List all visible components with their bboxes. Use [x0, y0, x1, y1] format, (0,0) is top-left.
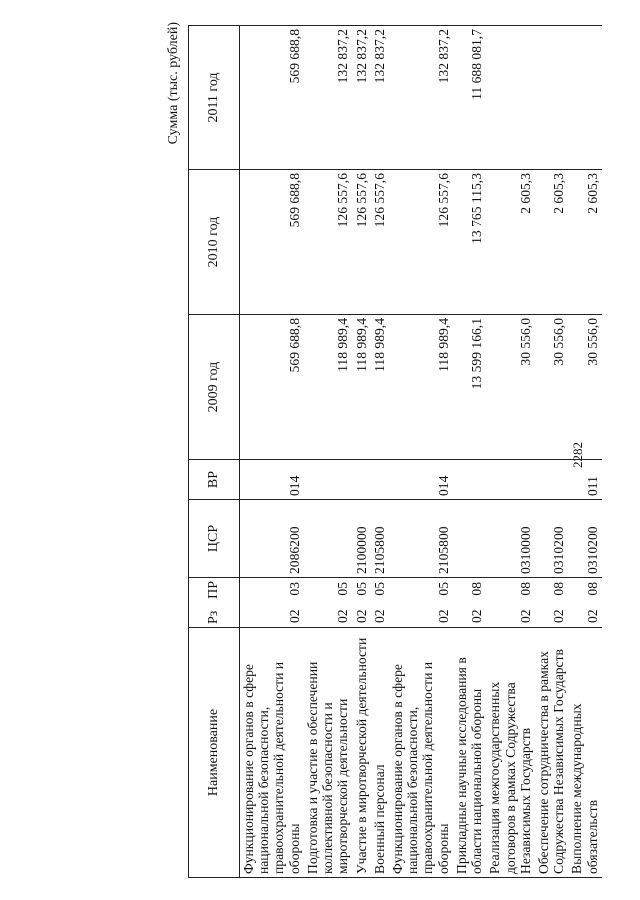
page-number: 2282 — [570, 442, 585, 468]
row-rz: 02 — [371, 609, 387, 623]
row-rz-pr — [353, 578, 371, 628]
row-2011: 132 837,2 — [371, 26, 389, 170]
row-vr — [304, 460, 353, 500]
row-csr — [304, 500, 353, 578]
row-2011: 132 837,2 — [353, 26, 371, 170]
table-header-row — [189, 26, 240, 878]
row-rz: 02 — [335, 609, 351, 623]
header-rz: Рз — [206, 610, 222, 624]
row-2010: 126 557,6 — [304, 170, 353, 315]
row-rz-pr — [568, 578, 601, 628]
row-rz-pr — [535, 578, 568, 628]
row-2011: 132 837,2 — [389, 26, 453, 170]
row-rz: 02 — [584, 609, 600, 623]
row-2010: 2 605,3 — [486, 170, 535, 315]
row-pr: 08 — [469, 582, 485, 596]
row-rz-pr — [453, 578, 486, 628]
row-name: Обеспечение сотрудничества в рамках Содружества Независимых Государств — [535, 628, 568, 878]
row-vr: 014 — [389, 460, 453, 500]
row-vr — [535, 460, 568, 500]
row-pr: 08 — [584, 582, 600, 596]
row-pr: 05 — [353, 582, 369, 596]
row-rz-pr — [304, 578, 353, 628]
table-row — [371, 26, 389, 878]
header-2011: 2011 год — [189, 26, 240, 170]
row-pr: 08 — [517, 582, 533, 596]
row-pr: 08 — [551, 582, 567, 596]
row-vr: 014 — [240, 460, 304, 500]
row-2011 — [535, 26, 568, 170]
row-2011: 11 688 081,7 — [453, 26, 486, 170]
row-2011: 132 837,2 — [304, 26, 353, 170]
row-vr — [371, 460, 389, 500]
row-2009: 118 989,4 — [304, 315, 353, 460]
row-2009: 30 556,0 — [486, 315, 535, 460]
row-2010: 569 688,8 — [240, 170, 304, 315]
row-2011 — [486, 26, 535, 170]
row-csr: 0310200 — [535, 500, 568, 578]
row-2009: 30 556,0 — [568, 315, 601, 460]
table-row — [568, 26, 601, 878]
row-2010: 2 605,3 — [568, 170, 601, 315]
table-row — [353, 26, 371, 878]
row-csr — [453, 500, 486, 578]
row-2009: 118 989,4 — [353, 315, 371, 460]
row-vr: 011 — [568, 460, 601, 500]
row-rz-pr — [240, 578, 304, 628]
row-rz: 02 — [517, 609, 533, 623]
header-rz-pr — [189, 578, 240, 628]
row-2010: 126 557,6 — [371, 170, 389, 315]
row-csr: 2086200 — [240, 500, 304, 578]
row-rz: 02 — [435, 609, 451, 623]
row-2009: 118 989,4 — [371, 315, 389, 460]
row-csr: 0310000 — [486, 500, 535, 578]
row-2010: 126 557,6 — [389, 170, 453, 315]
row-name: Реализация межгосударственных договоров в рамках Содружества Независимых Государств — [486, 628, 535, 878]
row-vr — [486, 460, 535, 500]
row-name: Участие в миротворческой деятельности — [353, 628, 371, 878]
row-name: Военный персонал — [371, 628, 389, 878]
row-csr: 2105800 — [389, 500, 453, 578]
row-rz: 02 — [353, 609, 369, 623]
row-rz-pr — [371, 578, 389, 628]
row-name: Функционирование органов в сфере национальной безопасности, правоохранительной деятельности и обороны — [389, 628, 453, 878]
row-pr: 05 — [435, 582, 451, 596]
row-name: Функционирование органов в сфере национальной безопасности, правоохранительной деятельности и обороны — [240, 628, 304, 878]
row-rz-pr — [486, 578, 535, 628]
row-2009: 118 989,4 — [389, 315, 453, 460]
row-rz-pr — [389, 578, 453, 628]
units-label: Сумма (тыс. рублей) — [166, 22, 181, 145]
header-vr: ВР — [189, 460, 240, 500]
row-pr: 03 — [286, 582, 302, 596]
row-vr — [453, 460, 486, 500]
row-2011: 569 688,8 — [240, 26, 304, 170]
header-name: Наименование — [189, 628, 240, 878]
budget-table — [188, 25, 602, 878]
row-csr: 2105800 — [371, 500, 389, 578]
row-2010: 13 765 115,3 — [453, 170, 486, 315]
row-2009: 13 599 166,1 — [453, 315, 486, 460]
row-2011 — [568, 26, 601, 170]
table-row — [486, 26, 535, 878]
row-2010: 2 605,3 — [535, 170, 568, 315]
row-2009: 30 556,0 — [535, 315, 568, 460]
row-pr: 05 — [371, 582, 387, 596]
row-rz: 02 — [286, 609, 302, 623]
row-name: Прикладные научные исследования в области национальной обороны — [453, 628, 486, 878]
table-row — [304, 26, 353, 878]
header-2010: 2010 год — [189, 170, 240, 315]
row-rz: 02 — [551, 609, 567, 623]
row-csr: 2100000 — [353, 500, 371, 578]
table-row — [453, 26, 486, 878]
row-rz: 02 — [469, 609, 485, 623]
table-row — [240, 26, 304, 878]
row-vr — [353, 460, 371, 500]
header-csr: ЦСР — [189, 500, 240, 578]
row-2009: 569 688,8 — [240, 315, 304, 460]
row-name: Выполнение международных обязательств — [568, 628, 601, 878]
row-csr: 0310200 — [568, 500, 601, 578]
row-pr: 05 — [335, 582, 351, 596]
header-2009: 2009 год — [189, 315, 240, 460]
row-name: Подготовка и участие в обеспечении коллективной безопасности и миротворческой деятельности — [304, 628, 353, 878]
header-pr: ПР — [206, 581, 222, 599]
table-row — [389, 26, 453, 878]
row-2010: 126 557,6 — [353, 170, 371, 315]
table-row — [535, 26, 568, 878]
